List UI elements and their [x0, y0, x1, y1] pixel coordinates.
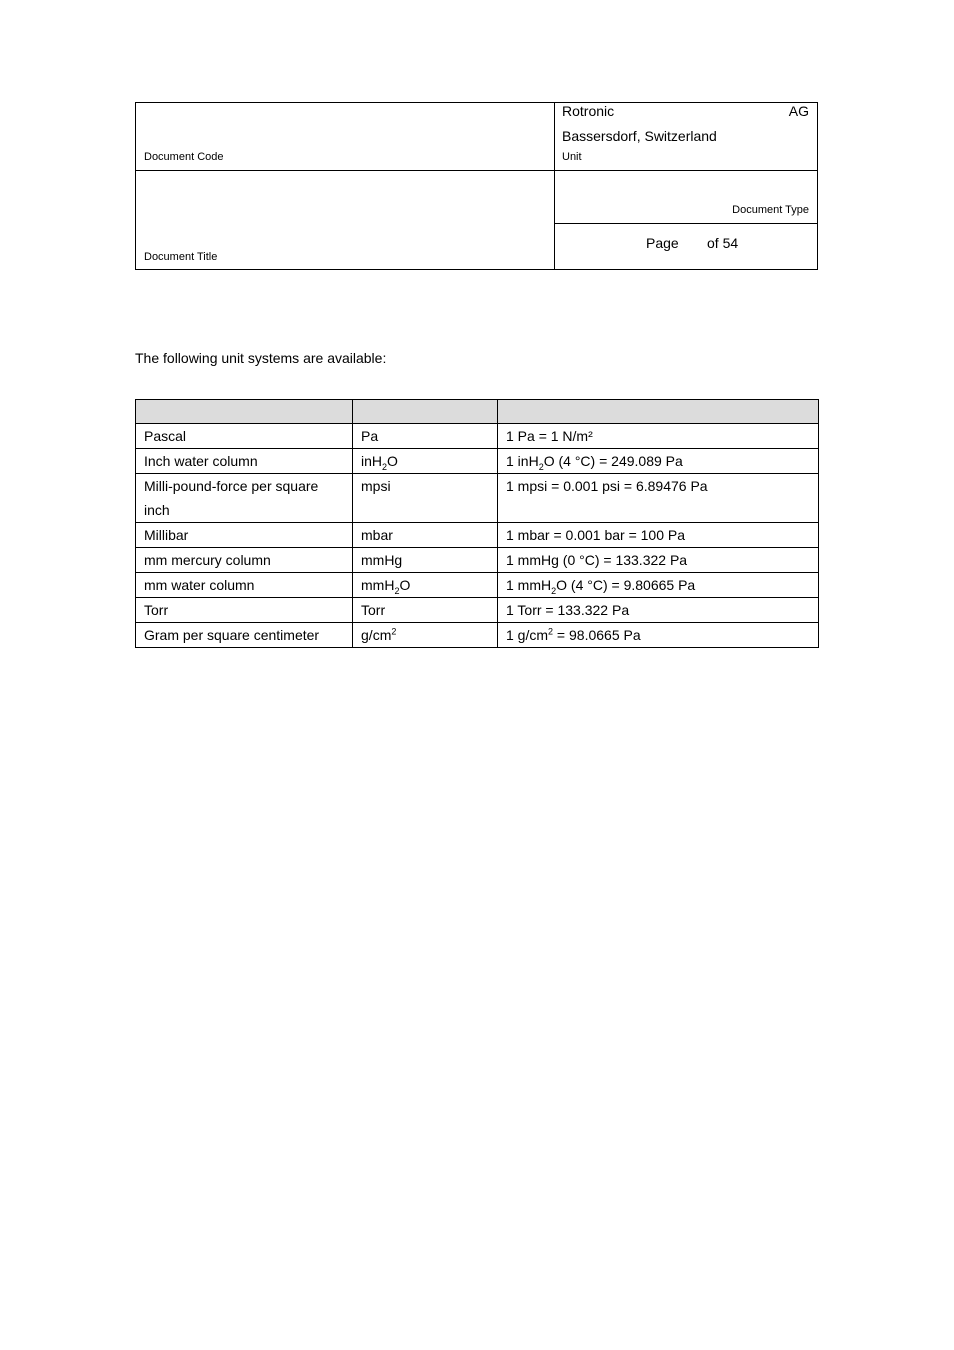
unit-name: Gram per square centimeter [136, 623, 353, 648]
header-divider-right [554, 223, 817, 224]
table-row [136, 449, 819, 474]
unit-symbol: Pa [353, 424, 498, 449]
unit-conversion: 1 Pa = 1 N/m² [498, 424, 819, 449]
table-row [136, 424, 819, 449]
unit-conversion: 1 inH$_2$O (4 °C) = 249.089 Pa [498, 449, 819, 474]
unit-symbol: mmH$_2$O [353, 573, 498, 598]
page-count: of 54 [707, 235, 739, 251]
document-title-label: Document Title [144, 251, 218, 263]
document-header [135, 102, 818, 270]
table-header-cell [136, 400, 353, 424]
unit-symbol: mpsi [353, 474, 498, 523]
document-code-label: Document Code [144, 151, 224, 163]
unit-conversion: 1 mmHg (0 °C) = 133.322 Pa [498, 548, 819, 573]
company-name: Rotronic [562, 103, 615, 119]
unit-name: Inch water column [136, 449, 353, 474]
intro-text: The following unit systems are available: [135, 350, 387, 366]
table-header-cell [353, 400, 498, 424]
unit-name: mm water column [136, 573, 353, 598]
company-suffix: AG [788, 103, 809, 119]
document-type-label: Document Type [732, 204, 809, 216]
header-divider-horizontal [136, 170, 817, 171]
unit-systems-table [135, 399, 819, 648]
table-header-cell [498, 400, 819, 424]
table-row [136, 623, 819, 648]
table-row [136, 573, 819, 598]
unit-name: mm mercury column [136, 548, 353, 573]
table-row [136, 474, 819, 523]
unit-conversion: 1 mbar = 0.001 bar = 100 Pa [498, 523, 819, 548]
table-row [136, 548, 819, 573]
table-row [136, 598, 819, 623]
unit-symbol: Torr [353, 598, 498, 623]
unit-symbol: mbar [353, 523, 498, 548]
unit-name: Milli-pound-force per square inch [136, 474, 353, 523]
unit-conversion: 1 $g/cm^2 = 98.0665$ Pa [498, 623, 819, 648]
unit-symbol: mmHg [353, 548, 498, 573]
unit-name: Millibar [136, 523, 353, 548]
table-header-row [136, 400, 819, 424]
unit-label: Unit [562, 151, 582, 163]
page-label: Page [646, 235, 679, 251]
unit-symbol: $g/cm^2$ [353, 623, 498, 648]
header-divider-vertical [554, 103, 555, 269]
table-row [136, 523, 819, 548]
company-location: Bassersdorf, Switzerland [562, 128, 717, 144]
unit-name: Pascal [136, 424, 353, 449]
unit-conversion: 1 Torr = 133.322 Pa [498, 598, 819, 623]
unit-symbol: inH$_2$O [353, 449, 498, 474]
unit-conversion: 1 mpsi = 0.001 psi = 6.89476 Pa [498, 474, 819, 523]
unit-name: Torr [136, 598, 353, 623]
unit-conversion: 1 mmH$_2$O (4 °C) = 9.80665 Pa [498, 573, 819, 598]
